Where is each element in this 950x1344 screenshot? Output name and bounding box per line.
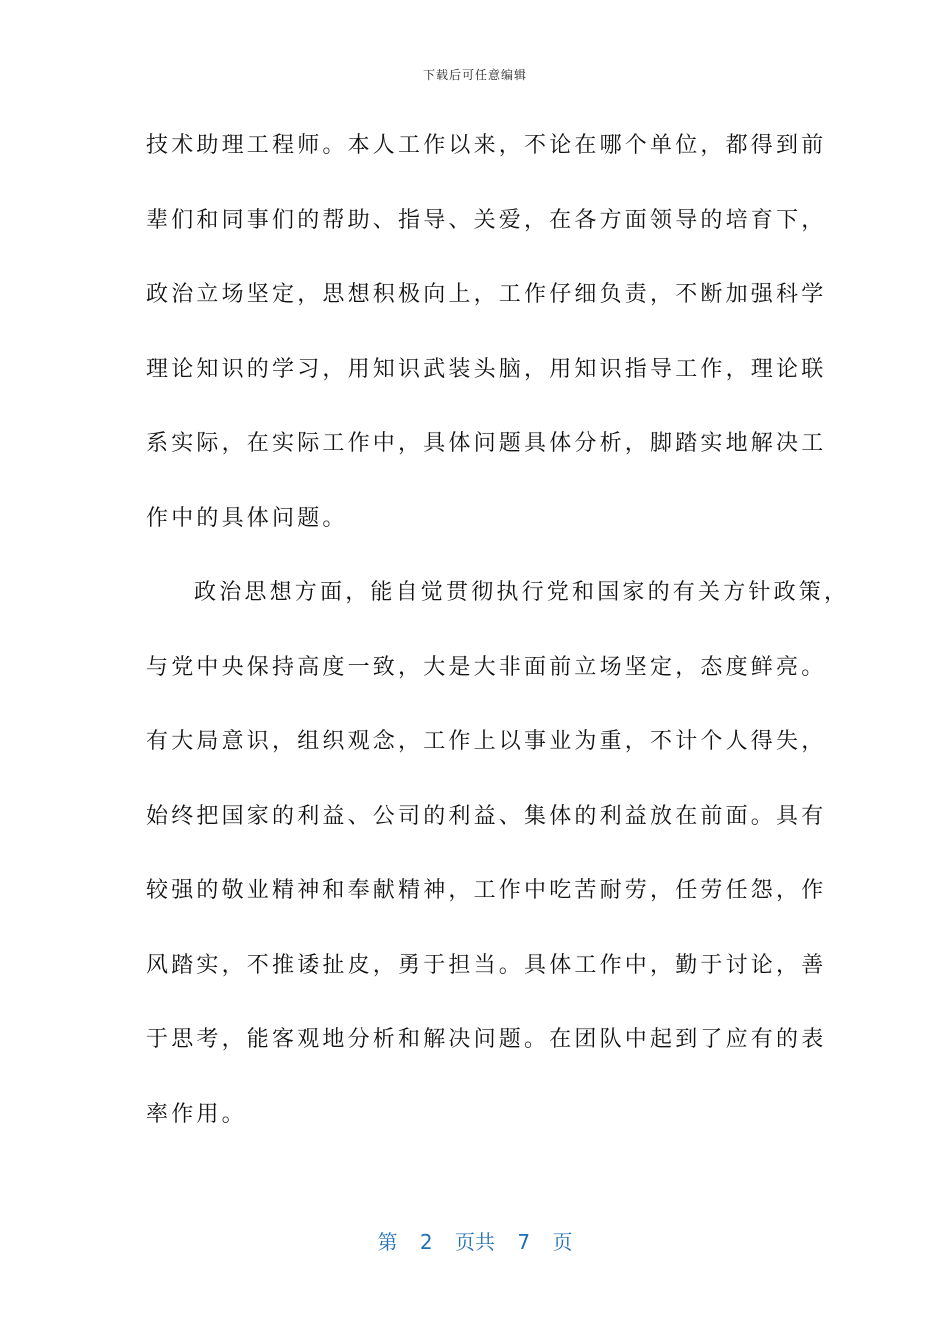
text-line: 率作用。 — [146, 1101, 247, 1127]
text-line: 有大局意识，组织观念，工作上以事业为重，不计个人得失， — [146, 729, 827, 754]
current-page-number: 2 — [419, 1230, 433, 1254]
text-line: 于思考，能客观地分析和解决问题。在团队中起到了应有的表 — [146, 1027, 827, 1052]
text-line: 理论知识的学习，用知识武装头脑，用知识指导工作，理论联 — [146, 356, 827, 382]
page-number-footer — [0, 1226, 950, 1255]
text-line: 辈们和同事们的帮助、指导、关爱，在各方面领导的培育下， — [146, 207, 827, 233]
text-line: 与党中央保持高度一致，大是大非面前立场坚定，态度鲜亮。 — [146, 654, 827, 680]
text-line: 系实际，在实际工作中，具体问题具体分析，脚踏实地解决工 — [146, 431, 827, 456]
page-header: 下载后可任意编辑 — [422, 68, 527, 82]
text-line: 作中的具体问题。 — [146, 505, 348, 531]
text-line: 较强的敬业精神和奉献精神，工作中吃苦耐劳，任劳任怨，作 — [146, 878, 827, 903]
total-pages-number: 7 — [517, 1230, 531, 1254]
footer-prefix: 第 — [377, 1230, 398, 1254]
footer-suffix: 页 — [552, 1230, 573, 1254]
text-line: 政治立场坚定，思想积极向上，工作仔细负责，不断加强科学 — [146, 282, 827, 307]
footer-middle: 页共 — [455, 1230, 495, 1254]
text-line: 风踏实，不推诿扯皮，勇于担当。具体工作中，勤于讨论，善 — [146, 952, 827, 978]
text-line: 始终把国家的利益、公司的利益、集体的利益放在前面。具有 — [146, 803, 827, 829]
document-body — [146, 124, 850, 1167]
text-line: 技术助理工程师。本人工作以来，不论在哪个单位，都得到前 — [146, 133, 827, 158]
paragraph-first-line: 政治思想方面，能自觉贯彻执行党和国家的有关方针政策， — [194, 580, 850, 605]
